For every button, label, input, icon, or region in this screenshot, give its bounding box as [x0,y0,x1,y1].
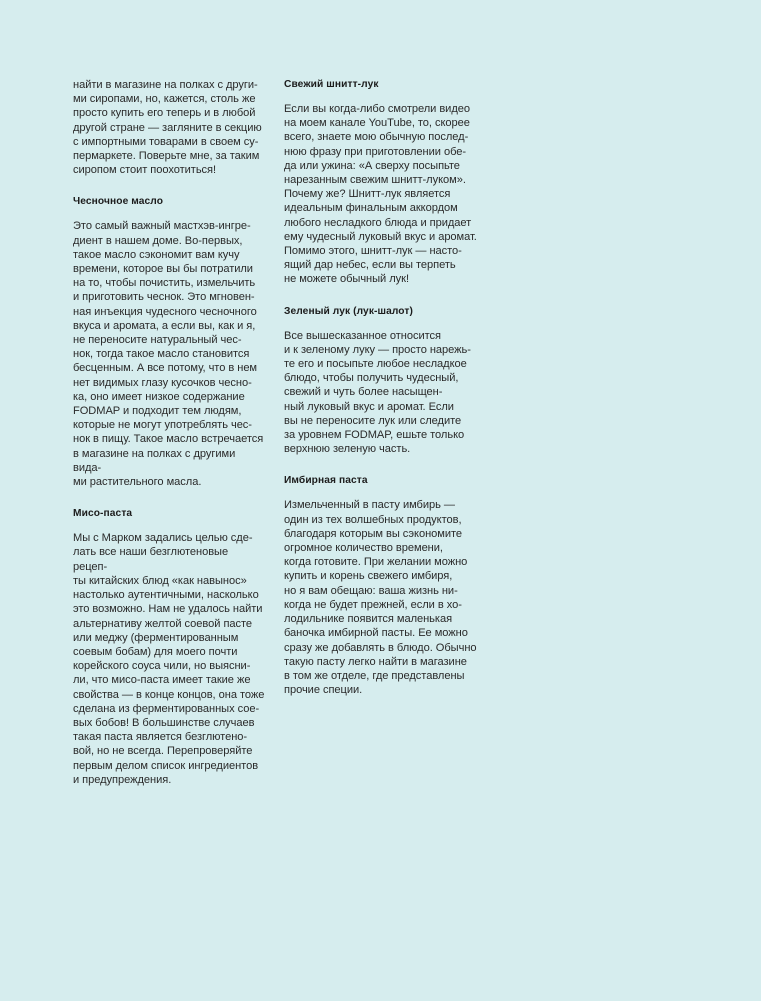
miso-paste-paragraph: Мы с Марком задались целью сде- лать все наши безглютеновые рецеп- ты китайских блюд «как навынос» настолько аутентичными, насколько это возможно. Нам не удалось найти альтернативу желтой соевой пасте или меджу (ферментированным соевым бобам) для моего почти корейского соуса чили, но выясни- ли, что мисо-паста имеет такие же свойства — в конце концов, она тоже сделана из ферментированных сое- вых бобов! В большинстве случаев такая паста является безглютено- вой, но не всегда. Перепроверяйте первым делом список ингредиентов и предупреждения. [73,532,265,786]
chives-section [284,78,480,287]
green-onion-paragraph: Все вышесказанное относится и к зеленому луку — просто нарежь- те его и посыпьте любое несладкое блюдо, чтобы получить чудесный, свежий и чуть более насыщен- ный луковый вкус и аромат. Если вы не переносите лук или следите за уровнем FODMAP, ешьте только верхнюю зеленую часть. [284,329,471,456]
ginger-paste-heading: Имбирная паста [284,475,368,487]
ginger-paste-section [284,474,480,697]
chives-paragraph: Если вы когда-либо смотрели видео на моем канале YouTube, то, скорее всего, знаете мою обычную послед- нюю фразу при приготовлении обе- да или ужина: «А сверху посыпьте нарезанным свежим шнитт-луком». Почему же? Шнитт-лук является идеальным финальным аккордом любого несладкого блюда и придает ему чудесный луковый вкус и аромат. Помимо этого, шнитт-лук — насто- ящий дар небес, если вы терпеть не можете обычный лук! [284,103,477,286]
syrup-section-continuation [73,78,265,177]
syrup-paragraph: найти в магазине на полках с други- ми сиропами, но, кажется, столь же просто купить его теперь и в любой другой стране — загляните в секцию с импортными товарами в своем су- пермаркете. Поверьте мне, за таким сиропом стоит поохотиться! [73,79,262,177]
ginger-paste-paragraph: Измельченный в пасту имбирь — один из тех волшебных продуктов, благодаря которым вы сэкономите огромное количество времени, когда готовите. При желании можно купить и корень свежего имбиря, но я вам обещаю: ваша жизнь ни- когда не будет прежней, если в хо- лодильнике появится маленькая баночка имбирной пасты. Ее можно сразу же добавлять в блюдо. Обычно такую пасту легко найти в магазине в том же отделе, где представлены прочие специи. [284,499,477,697]
garlic-oil-section [73,195,265,489]
miso-paste-heading: Мисо-паста [73,508,133,520]
chives-heading: Свежий шнитт-лук [284,79,379,90]
miso-paste-section [73,507,265,787]
green-onion-section [284,305,480,457]
garlic-oil-paragraph: Это самый важный мастхэв-ингре- диент в нашем доме. Во-первых, такое масло сэкономит вам кучу времени, которое вы бы потратили на то, чтобы почистить, измельчить и приготовить чеснок. Это мгновен- ная инъекция чудесного чесночного вкуса и аромата, а если вы, как и я, не переносите натуральный чес- нок, тогда такое масло становится бесценным. А все потому, что в нем нет видимых глазу кусочков чесно- ка, оно имеет низкое содержание FODMAP и подходит тем людям, которые не могут употреблять чес- нок в пищу. Такое масло встречается в магазине на полках с другими вида- ми растительного масла. [73,220,264,489]
left-column [73,78,265,787]
green-onion-heading: Зеленый лук (лук-шалот) [284,305,413,317]
right-column [284,78,480,697]
garlic-oil-heading: Чесночное масло [73,196,164,208]
